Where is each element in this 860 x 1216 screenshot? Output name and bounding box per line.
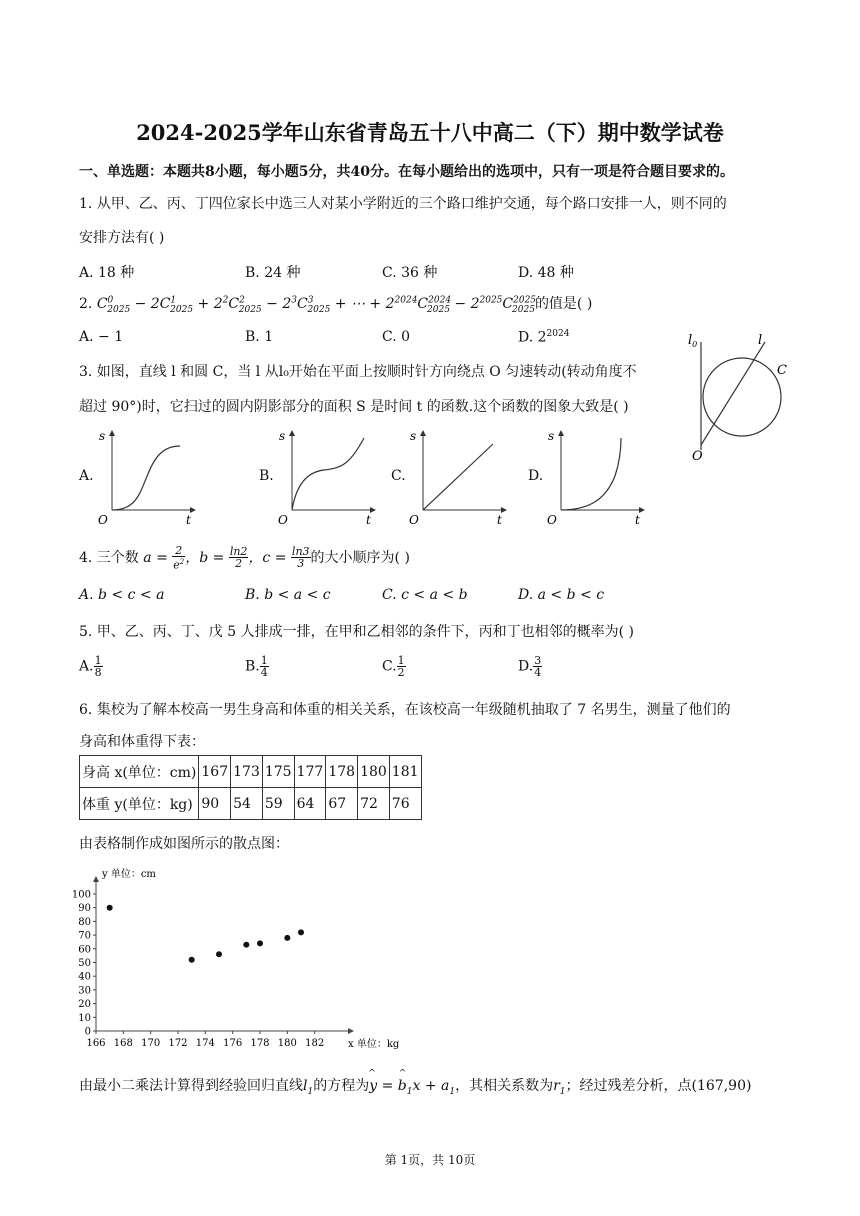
svg-text:s: s — [548, 429, 555, 443]
svg-text:s: s — [99, 429, 106, 443]
scatter-point — [216, 951, 222, 957]
q6-line2: 身高和体重得下表： — [79, 734, 205, 750]
label-l0: $l_0$ — [688, 333, 698, 349]
scatter-point — [243, 942, 249, 948]
q3-line2: 超过 90°)时，它扫过的圆内阴影部分的面积 S 是时间 t 的函数.这个函数的图象大致是( ) — [79, 399, 629, 415]
table-row-header: 体重 y(单位：kg) — [80, 788, 199, 820]
q3-graph-d — [541, 426, 646, 526]
y-tick-label: 70 — [78, 930, 91, 942]
y-axis-arrow — [93, 876, 99, 882]
l1-symbol: $l_1$ — [303, 1078, 314, 1097]
q5-option-c: C. $\frac{1}{2}$ — [382, 654, 405, 679]
q3-graph-b — [272, 426, 377, 526]
q2-option-a: A. − 1 — [79, 329, 124, 345]
table-row — [80, 788, 422, 820]
table-cell: 177 — [294, 756, 326, 788]
q3-line1: 3. 如图，直线 l 和圆 C，当 l 从l₀开始在平面上按顺时针方向绕点 O 匀速转动(转动角度不 — [79, 364, 637, 380]
svg-text:O: O — [547, 513, 557, 526]
curve-b — [292, 438, 364, 510]
q1-line1: 1. 从甲、乙、丙、丁四位家长中选三人对某小学附近的三个路口维护交通，每个路口安排一人，则不同的 — [79, 196, 727, 212]
q5-option-a: A. $\frac{1}{8}$ — [79, 654, 102, 679]
section-heading: 一、单选题：本题共8小题，每小题5分，共40分。在每小题给出的选项中，只有一项是符合题目要求的。 — [79, 164, 734, 180]
x-tick-label: 178 — [250, 1038, 270, 1049]
y-tick-label: 30 — [78, 985, 91, 997]
q3-option-d: D. — [528, 468, 544, 484]
y-tick-label: 40 — [78, 971, 91, 983]
scatter-chart — [72, 860, 412, 1055]
chart-ylabel: y 单位：cm — [102, 869, 156, 880]
x-tick-label: 180 — [277, 1038, 297, 1049]
q1-option-c: C. 36 种 — [382, 265, 438, 281]
q3-option-b: B. — [259, 468, 274, 484]
table-cell: 64 — [294, 788, 326, 820]
q4-option-b: B. b < a < c — [245, 587, 331, 603]
table-row — [80, 756, 422, 788]
q6-line1: 6. 集校为了解本校高一男生身高和体重的相关关系，在该校高一年级随机抽取了 7 名男生，测量了他们的 — [79, 702, 731, 718]
q4-option-c: C. c < a < b — [382, 587, 468, 603]
q1-option-a: A. 18 种 — [79, 265, 135, 281]
scatter-point — [284, 935, 290, 941]
q1-option-b: B. 24 种 — [245, 265, 301, 281]
label-l: l — [758, 333, 763, 348]
svg-text:t: t — [186, 513, 191, 526]
line-l — [701, 342, 765, 445]
svg-text:t: t — [497, 513, 502, 526]
q1-line2: 安排方法有( ) — [79, 230, 165, 246]
q2-option-d-exp: 2024 — [546, 329, 570, 339]
svg-text:s: s — [410, 429, 417, 443]
q2-option-d: D. $2^{2024}$ — [518, 329, 570, 346]
table-cell: 175 — [262, 756, 294, 788]
table-cell: 67 — [326, 788, 358, 820]
table-cell: 72 — [358, 788, 390, 820]
svg-text:O: O — [409, 513, 419, 526]
q3-option-c: C. — [391, 468, 406, 484]
svg-text:s: s — [279, 429, 286, 443]
svg-text:t: t — [635, 513, 640, 526]
q2-option-c: C. 0 — [382, 329, 411, 345]
y-tick-label: 100 — [72, 889, 91, 901]
q6-after-table: 由表格制作成如图所示的散点图： — [79, 836, 289, 852]
y-tick-label: 20 — [78, 999, 91, 1011]
label-o: O — [692, 449, 703, 464]
y-tick-label: 50 — [78, 958, 91, 969]
q4-option-a: A. b < c < a — [79, 587, 165, 603]
x-tick-label: 168 — [113, 1038, 133, 1049]
svg-text:O: O — [98, 513, 108, 526]
page-title: 2024-2025学年山东省青岛五十八中高二（下）期中数学试卷 — [136, 120, 724, 145]
q4-text: 4. 三个数 a = $\frac{2}{e^2}$ ，b = $\frac{\ln 2}{2}$ ，c = $\frac{\ln 3}{3}$ 的大小顺序为( ) — [79, 544, 410, 572]
x-tick-label: 172 — [168, 1038, 188, 1049]
table-cell: 90 — [199, 788, 231, 820]
y-tick-label: 60 — [78, 944, 91, 956]
q6-last-line: 由最小二乘法计算得到经验回归直线$l_1$的方程为y ^ = b ^ $_1x + a_1$，其相关系数为$r_1$；经过残差分析，点(167,90) — [79, 1069, 752, 1097]
data-table — [79, 755, 422, 820]
x-tick-label: 176 — [223, 1038, 243, 1049]
q3-graph-a — [92, 426, 197, 526]
x-tick-label: 166 — [86, 1038, 106, 1049]
x-axis-arrow — [348, 1028, 354, 1034]
x-tick-label: 182 — [305, 1038, 325, 1049]
q5-option-b: B. $\frac{1}{4}$ — [245, 654, 268, 679]
q2-text — [79, 293, 592, 315]
q2-option-b: B. 1 — [245, 329, 274, 345]
q1-option-d: D. 48 种 — [518, 265, 574, 281]
curve-d — [561, 438, 621, 510]
curve-c — [423, 444, 493, 510]
label-c: C — [777, 363, 787, 378]
scatter-point — [107, 905, 113, 911]
x-tick-label: 170 — [141, 1038, 161, 1049]
y-tick-label: 90 — [78, 903, 91, 915]
x-tick-label: 174 — [195, 1038, 215, 1049]
y-tick-label: 0 — [84, 1026, 91, 1038]
q5-option-d: D. $\frac{3}{4}$ — [518, 654, 542, 679]
svg-text:O: O — [278, 513, 288, 526]
regression-equation: y ^ = b ^ $_1x + a_1$ — [368, 1069, 456, 1097]
table-cell: 181 — [389, 756, 421, 788]
table-cell: 178 — [326, 756, 358, 788]
scatter-point — [257, 940, 263, 946]
q3-graph-c — [403, 426, 508, 526]
q2-formula: $C^0_{2025} - 2C^1_{2025} + 2^2C^2_{2025} - 2^3C^3_{2025}$ + ⋯ + $2^{2024}C^{2024}_{2025} - 2^{2025}C^{2025}_{2025}$ — [96, 295, 537, 315]
page-footer: 第 1页，共 10页 — [384, 1153, 476, 1167]
r1-symbol: $r_1$ — [553, 1078, 566, 1097]
q5-text: 5. 甲、乙、丙、丁、戊 5 人排成一排，在甲和乙相邻的条件下，丙和丁也相邻的概率为( ) — [79, 624, 634, 640]
table-cell: 59 — [262, 788, 294, 820]
table-cell: 54 — [231, 788, 263, 820]
scatter-point — [189, 957, 195, 963]
table-cell: 167 — [199, 756, 231, 788]
table-row-header: 身高 x(单位：cm) — [80, 756, 199, 788]
table-cell: 180 — [358, 756, 390, 788]
table-cell: 173 — [231, 756, 263, 788]
circle-c — [703, 358, 781, 436]
scatter-point — [298, 929, 304, 935]
q4-option-d: D. a < b < c — [518, 587, 605, 603]
chart-xlabel: x 单位：kg — [348, 1039, 400, 1050]
table-cell: 76 — [389, 788, 421, 820]
svg-text:t: t — [366, 513, 371, 526]
q2-prefix: 2. — [79, 296, 97, 312]
q4-formula: a = $\frac{2}{e^2}$ ，b = $\frac{\ln 2}{2}$ ，c = $\frac{\ln 3}{3}$ — [143, 544, 310, 572]
curve-a — [112, 446, 180, 510]
y-tick-label: 10 — [78, 1012, 91, 1024]
q3-option-a: A. — [79, 468, 94, 484]
q3-figure — [680, 330, 800, 470]
q2-suffix: 的值是( ) — [534, 296, 593, 312]
y-tick-label: 80 — [78, 916, 91, 928]
